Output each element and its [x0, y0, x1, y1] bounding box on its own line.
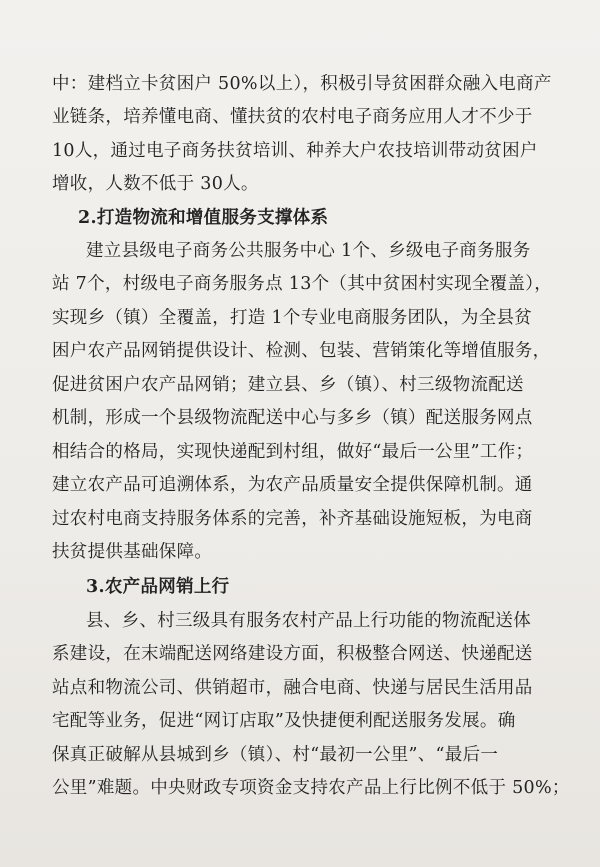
text-line: 保真正破解从县城到乡（镇）、村“最初一公里”、“最后一 — [52, 745, 499, 765]
text-line: 站 7个，村级电子商务服务点 13个（其中贫困村实现全覆盖）， — [52, 274, 553, 294]
text-line: 10人，通过电子商务扶贫培训、种养大户农技培训带动贫困户 — [52, 141, 538, 161]
text-line: 相结合的格局，实现快递配到村组，做好“最后一公里”工作； — [52, 442, 534, 462]
text-line: 建立农产品可追溯体系，为农产品质量安全提供保障机制。通 — [52, 475, 533, 495]
text-line: 中：建档立卡贫困户 50%以上），积极引导贫困群众融入电商产 — [52, 74, 552, 94]
text-line: 县、乡、村三级具有服务农村产品上行功能的物流配送体 — [86, 611, 531, 631]
text-line: 业链条，培养懂电商、懂扶贫的农村电子商务应用人才不少于 — [52, 107, 533, 127]
text-line: 增收，人数不低于 30人。 — [52, 174, 259, 194]
text-line: 扶贫提供基础保障。 — [52, 542, 213, 562]
text-line: 建立县级电子商务公共服务中心 1个、乡级电子商务服务 — [86, 241, 531, 261]
section-heading: 2.打造物流和增值服务支撑体系 — [78, 208, 329, 228]
text-line: 实现乡（镇）全覆盖，打造 1个专业电商服务团队，为全县贫 — [52, 308, 533, 328]
text-line: 机制，形成一个县级物流配送中心与多乡（镇）配送服务网点 — [52, 408, 533, 428]
text-line: 过农村电商支持服务体系的完善，补齐基础设施短板，为电商 — [52, 509, 533, 529]
section-heading: 3.农产品网销上行 — [86, 577, 230, 597]
text-line: 宅配等业务，促进“网订店取”及快捷便利配送服务发展。确 — [52, 711, 516, 731]
text-line: 促进贫困户农产品网销；建立县、乡（镇）、村三级物流配送 — [52, 375, 524, 395]
text-line: 系建设，在末端配送网络建设方面，积极整合网送、快递配送 — [52, 644, 533, 664]
text-line: 站点和物流公司、供销超市，融合电商、快递与居民生活用品 — [52, 678, 533, 698]
text-line: 公里”难题。中央财政专项资金支持农产品上行比例不低于 50%； — [52, 778, 570, 798]
text-line: 困户农产品网销提供设计、检测、包装、营销策化等增值服务， — [52, 341, 551, 361]
